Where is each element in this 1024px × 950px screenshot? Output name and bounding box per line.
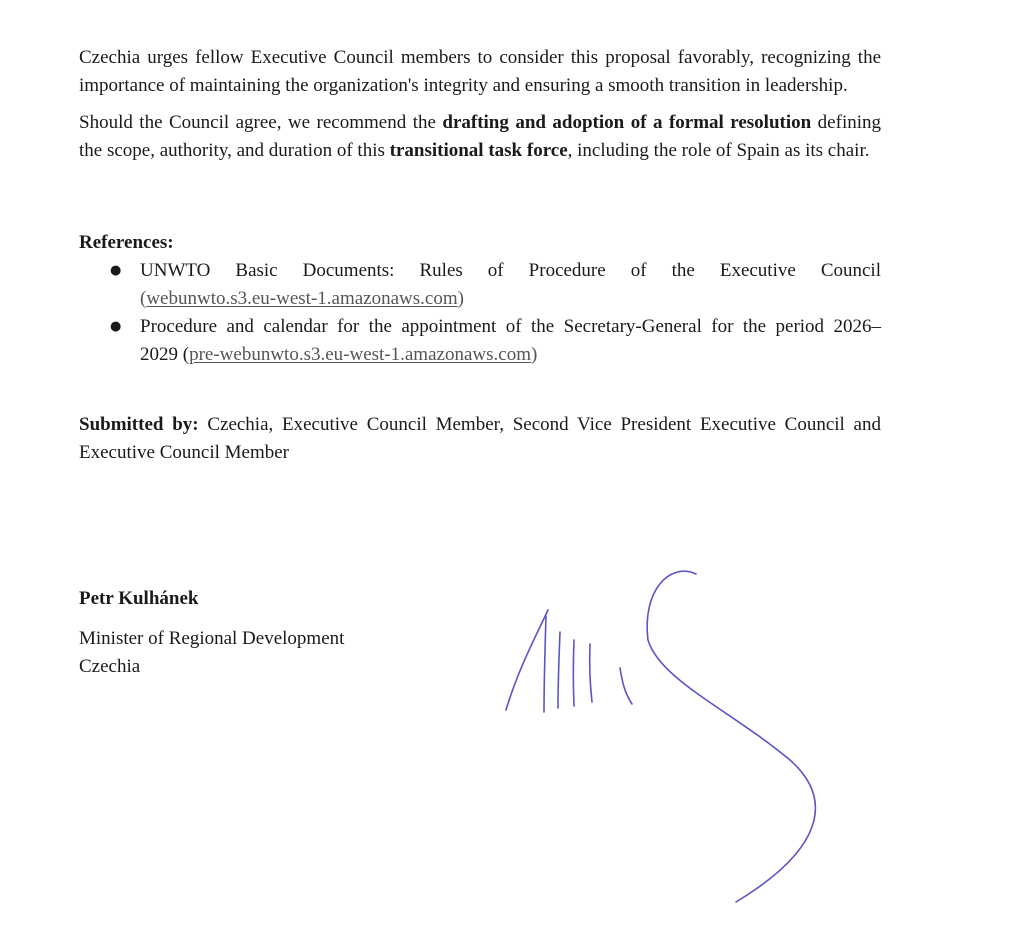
reference-link[interactable]: webunwto.s3.eu-west-1.amazonaws.com — [146, 288, 458, 309]
reference-item — [79, 257, 881, 313]
signer-country: Czechia — [79, 656, 141, 677]
signature-icon — [500, 560, 840, 920]
references-heading: References: — [79, 232, 174, 253]
paragraph-recommendation — [79, 109, 881, 165]
signature-stroke-e — [590, 644, 592, 702]
submitted-by — [79, 411, 881, 467]
signature-strokes — [506, 571, 815, 902]
bullet-icon: ● — [110, 263, 122, 278]
reference-source — [140, 341, 881, 369]
reference-source — [140, 285, 881, 313]
signature-stroke-g — [647, 571, 815, 902]
bullet-icon: ● — [110, 319, 122, 334]
recommendation-bold-resolution: drafting and adoption of a formal resolution — [442, 112, 812, 133]
signature-stroke-a — [506, 610, 548, 710]
signer-title: Minister of Regional Development — [79, 628, 345, 649]
reference-title: Procedure and calendar for the appointment of the Secretary-General for the period 2026– — [140, 316, 881, 337]
signature-stroke-b — [544, 616, 546, 712]
recommendation-text-1: Should the Council agree, we recommend the — [79, 112, 443, 133]
recommendation-text-2: defining the scope, authority, and duration of this — [79, 112, 881, 161]
reference-title: UNWTO Basic Documents: Rules of Procedure of the Executive Council — [140, 260, 881, 281]
recommendation-text-3: , including the role of Spain as its chair. — [567, 140, 870, 161]
reference-item — [79, 313, 881, 369]
submitted-by-label: Submitted by: — [79, 414, 199, 435]
signature-stroke-d — [573, 640, 574, 706]
reference-link-prefix: 2029 ( — [140, 344, 190, 365]
references-list — [79, 257, 881, 369]
reference-link[interactable]: pre-webunwto.s3.eu-west-1.amazonaws.com — [189, 344, 531, 365]
signature-stroke-f — [620, 668, 632, 704]
recommendation-bold-task-force: transitional task force — [389, 140, 568, 161]
reference-link-prefix: ( — [140, 288, 147, 309]
reference-link-suffix: ) — [457, 288, 464, 309]
submitted-by-text: Czechia, Executive Council Member, Second Vice President Executive Council and Executive Council Member — [79, 414, 881, 463]
signature-stroke-c — [558, 632, 560, 708]
paragraph-urge: Czechia urges fellow Executive Council members to consider this proposal favorably, recognizing the importance of maintaining the organization's integrity and ensuring a smooth transition in leadership. — [79, 47, 881, 96]
reference-link-suffix: ) — [530, 344, 538, 365]
signer-name: Petr Kulhánek — [79, 588, 199, 609]
